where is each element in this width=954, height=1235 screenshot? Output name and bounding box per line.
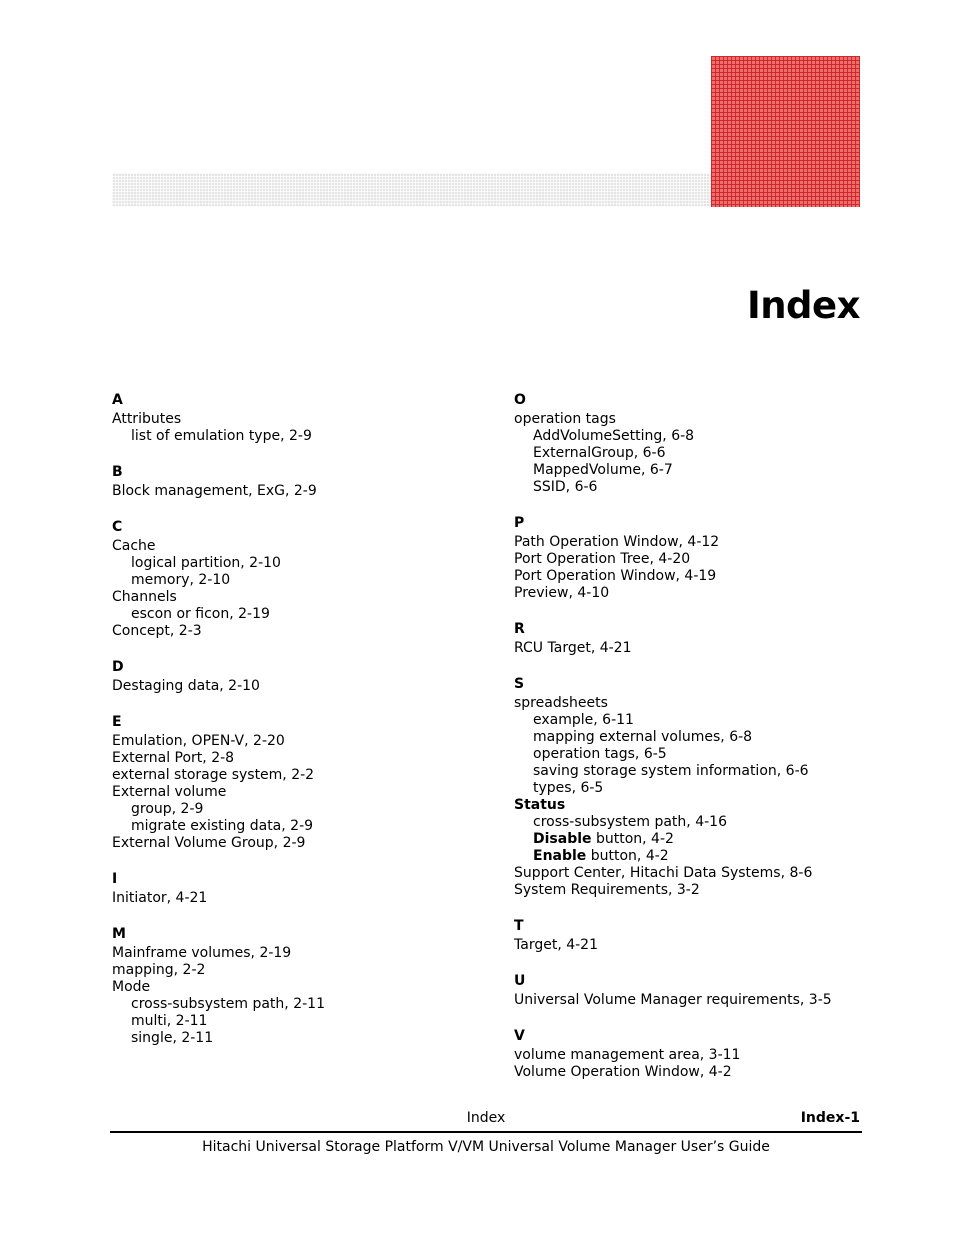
index-subentry [112,801,492,818]
index-section [112,464,492,500]
index-section [112,519,492,640]
index-letter-heading: P [514,515,525,531]
index-letter-heading: E [112,714,122,730]
subentry-text: memory, 2-10 [131,572,231,588]
index-subentry [112,996,492,1013]
index-section [514,676,874,899]
index-entry: Universal Volume Manager requirements, 3-5 [514,992,832,1008]
footer-section-label: Index [466,1110,506,1126]
index-entry: volume management area, 3-11 [514,1047,741,1063]
index-letter-heading: C [112,519,123,535]
index-entry: mapping, 2-2 [112,962,206,978]
index-section [112,926,492,1047]
index-entry: Status [514,797,566,813]
index-letter-heading: O [514,392,526,408]
index-entry: Destaging data, 2-10 [112,678,260,694]
header-band [112,173,712,207]
index-subentry [112,572,492,589]
subentry-text: multi, 2-11 [131,1013,208,1029]
index-entry: Volume Operation Window, 4-2 [514,1064,732,1080]
index-entry: Channels [112,589,177,605]
subentry-text: mapping external volumes, 6-8 [533,729,753,745]
index-entry: Initiator, 4-21 [112,890,208,906]
subentry-bold-term: Disable [533,831,592,847]
index-column-left [112,392,492,1066]
index-column-right [514,392,874,1100]
index-subentry [514,729,874,746]
index-entry: Mainframe volumes, 2-19 [112,945,292,961]
page-title: Index [746,284,860,327]
index-section [514,621,874,657]
index-entry: RCU Target, 4-21 [514,640,632,656]
index-letter-heading: T [514,918,524,934]
index-subentry [112,555,492,572]
subentry-text: operation tags, 6-5 [533,746,667,762]
index-letter-heading: S [514,676,525,692]
subentry-text: cross-subsystem path, 2-11 [131,996,325,1012]
index-entry: spreadsheets [514,695,608,711]
subentry-text: types, 6-5 [533,780,604,796]
index-subentry [112,1013,492,1030]
index-entry: external storage system, 2-2 [112,767,315,783]
index-section [514,392,874,496]
footer-page-number: Index-1 [800,1110,860,1126]
subentry-text: AddVolumeSetting, 6-8 [533,428,695,444]
index-section [112,871,492,907]
index-subentry [514,445,874,462]
index-entry: Cache [112,538,156,554]
index-entry: External Volume Group, 2-9 [112,835,306,851]
index-subentry [112,818,492,835]
subentry-text: saving storage system information, 6-6 [533,763,809,779]
index-subentry [112,428,492,445]
index-letter-heading: R [514,621,525,637]
subentry-text: cross-subsystem path, 4-16 [533,814,727,830]
index-letter-heading: V [514,1028,525,1044]
index-subentry [514,831,874,848]
index-letter-heading: M [112,926,126,942]
index-subentry [514,462,874,479]
index-subentry [112,606,492,623]
index-entry: Block management, ExG, 2-9 [112,483,317,499]
index-section [514,515,874,602]
footer-guide-title: Hitachi Universal Storage Platform V/VM Universal Volume Manager User’s Guide [202,1139,770,1155]
index-entry: Support Center, Hitachi Data Systems, 8-6 [514,865,813,881]
subentry-text: escon or ficon, 2-19 [131,606,270,622]
index-entry: Attributes [112,411,182,427]
index-entry: External volume [112,784,227,800]
index-subentry [514,848,874,865]
index-section [112,714,492,852]
subentry-text: SSID, 6-6 [533,479,598,495]
subentry-text: group, 2-9 [131,801,204,817]
chapter-tab-block [711,56,860,207]
index-subentry [514,712,874,729]
index-entry: External Port, 2-8 [112,750,235,766]
footer-divider [110,1131,862,1133]
index-letter-heading: U [514,973,526,989]
index-section [112,392,492,445]
subentry-text: ExternalGroup, 6-6 [533,445,666,461]
index-entry: Concept, 2-3 [112,623,202,639]
subentry-text: MappedVolume, 6-7 [533,462,673,478]
index-subentry [514,746,874,763]
subentry-text: single, 2-11 [131,1030,214,1046]
index-letter-heading: I [112,871,118,887]
index-entry: Port Operation Window, 4-19 [514,568,717,584]
index-subentry [514,780,874,797]
index-section [514,973,874,1009]
index-entry: Preview, 4-10 [514,585,610,601]
index-entry: Path Operation Window, 4-12 [514,534,720,550]
index-entry: System Requirements, 3-2 [514,882,700,898]
index-letter-heading: A [112,392,123,408]
subentry-text: logical partition, 2-10 [131,555,281,571]
index-subentry [514,814,874,831]
index-entry: operation tags [514,411,616,427]
index-entry: Port Operation Tree, 4-20 [514,551,691,567]
index-entry: Emulation, OPEN-V, 2-20 [112,733,285,749]
index-entry: Mode [112,979,151,995]
index-section [514,1028,874,1081]
subentry-text: migrate existing data, 2-9 [131,818,314,834]
subentry-bold-term: Enable [533,848,587,864]
index-section [514,918,874,954]
index-subentry [514,763,874,780]
index-subentry [514,428,874,445]
subentry-text: example, 6-11 [533,712,634,728]
index-letter-heading: B [112,464,123,480]
index-subentry [112,1030,492,1047]
index-section [112,659,492,695]
subentry-text: list of emulation type, 2-9 [131,428,312,444]
index-letter-heading: D [112,659,124,675]
index-entry: Target, 4-21 [514,937,598,953]
index-subentry [514,479,874,496]
subentry-text: button, 4-2 [586,848,669,864]
subentry-text: button, 4-2 [591,831,674,847]
